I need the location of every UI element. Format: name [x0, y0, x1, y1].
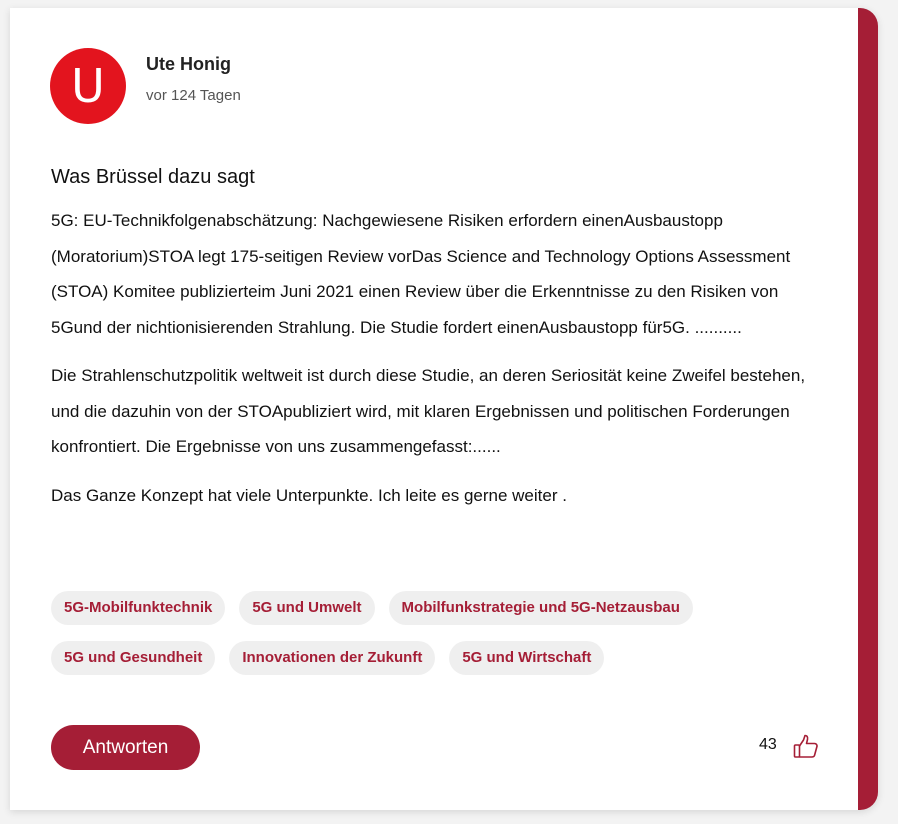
- reply-button[interactable]: Antworten: [51, 725, 200, 770]
- post-timestamp: vor 124 Tagen: [146, 87, 241, 104]
- tag-mobilfunkstrategie[interactable]: Mobilfunkstrategie und 5G-Netzausbau: [389, 591, 693, 625]
- tag-row: [51, 591, 751, 625]
- tag-5g-mobilfunktechnik[interactable]: 5G-Mobilfunktechnik: [51, 591, 225, 625]
- post-paragraph: Das Ganze Konzept hat viele Unterpunkte. Ich leite es gerne weiter .: [51, 485, 567, 505]
- avatar: U: [50, 48, 126, 124]
- tag-5g-und-umwelt[interactable]: 5G und Umwelt: [239, 591, 374, 625]
- comment-card: [10, 8, 858, 810]
- tag-5g-und-gesundheit[interactable]: 5G und Gesundheit: [51, 641, 215, 675]
- thumbs-up-icon[interactable]: [792, 733, 820, 761]
- tag-5g-und-wirtschaft[interactable]: 5G und Wirtschaft: [449, 641, 604, 675]
- like-count: 43: [759, 736, 777, 753]
- post-paragraph: 5G: EU-Technikfolgenabschätzung: Nachgewiesene Risiken erfordern einenAusbaustopp (Moratorium)STOA legt 175-seitigen Review vorDas Science and Technology Options Assessment (STOA) Komitee publizierteim Juni 2021 einen Review über die Erkenntnisse zu den Risiken von 5Gund der nichtionisierenden Strahlung. Die Studie fordert einenAusbaustopp für5G. ..........: [51, 211, 791, 337]
- tag-list: [51, 591, 751, 691]
- author-name: Ute Honig: [146, 54, 231, 74]
- tag-row: [51, 641, 751, 675]
- post-title: Was Brüssel dazu sagt: [51, 166, 255, 188]
- comment-card-frame: [10, 8, 878, 810]
- tag-innovationen-der-zukunft[interactable]: Innovationen der Zukunft: [229, 641, 435, 675]
- post-paragraph: Die Strahlenschutzpolitik weltweit ist durch diese Studie, an deren Seriosität keine Zweifel bestehen, und die dazuhin von der STOApubliziert wird, mit klaren Ergebnissen und politischen Forderungen konfrontiert. Die Ergebnisse von uns zusammengefasst:......: [51, 366, 806, 456]
- post-body: [51, 203, 831, 526]
